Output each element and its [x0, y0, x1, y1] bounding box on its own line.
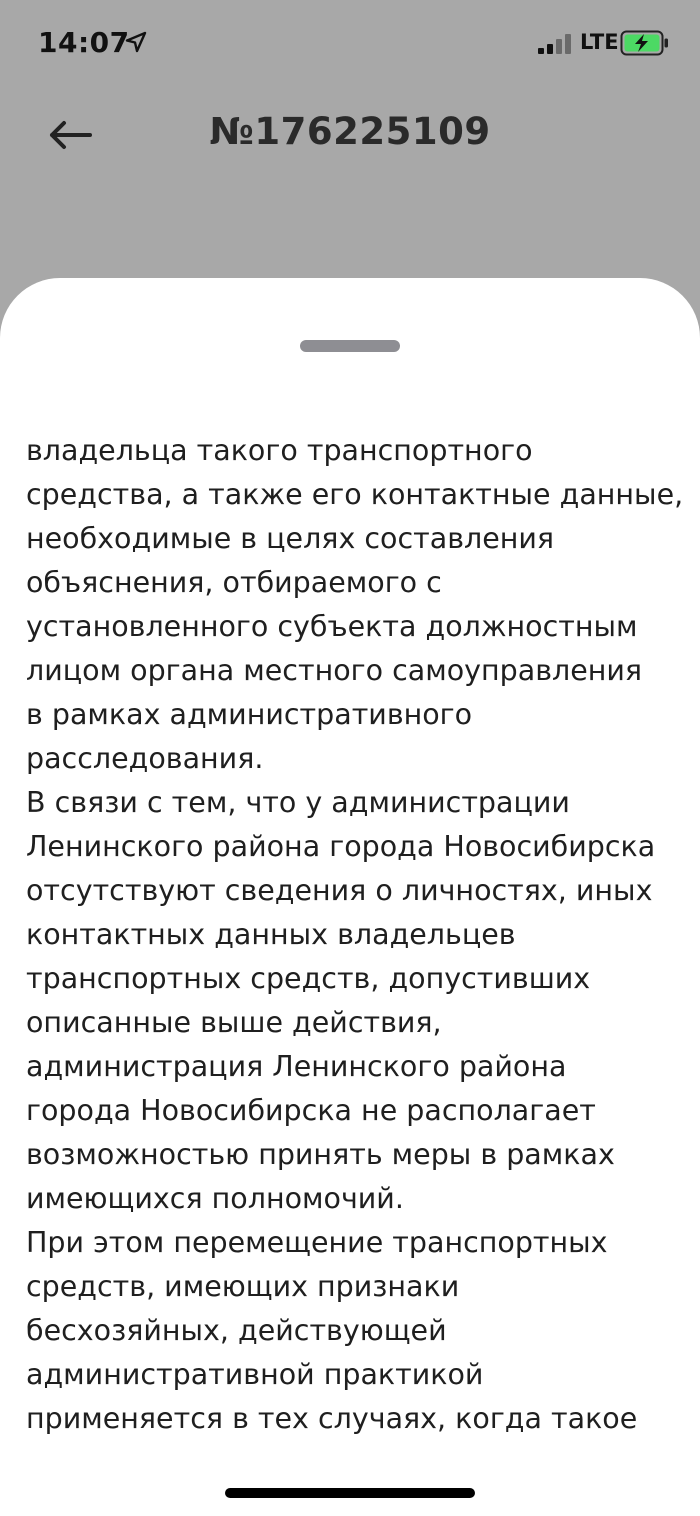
home-indicator[interactable]	[225, 1488, 475, 1498]
header	[0, 90, 700, 190]
status-time: 14:07	[38, 26, 130, 59]
network-type-label: LTE	[580, 30, 619, 54]
document-text: владельца такого транспортного средства, а также его контактные данные, необходимые в целях составления объяснения, отбираемого с установленного субъекта должностным лицом органа местного самоуправления в рамках административного расследования. В связи с тем, что у администрации Ленинского района города Новосибирска отсутствуют сведения о личностях, иных контактных данных владельцев транспортных средств, допустивших описанные выше действия, администрация Ленинского района города Новосибирска не располагает возможностью принять меры в рамках имеющихся полномочий. При этом перемещение транспортных средств, имеющих признаки бесхозяйных, действующей административной практикой применяется в тех случаях, когда такое	[26, 434, 684, 1435]
status-bar	[0, 0, 700, 90]
document-scroll-area[interactable]	[0, 434, 700, 1456]
location-arrow-icon	[124, 30, 148, 54]
battery-charging-icon	[620, 30, 670, 56]
page-title: №176225109	[209, 110, 491, 153]
document-sheet[interactable]	[0, 278, 700, 1516]
sheet-grab-handle[interactable]	[300, 340, 400, 352]
signal-bars-icon	[538, 34, 578, 54]
